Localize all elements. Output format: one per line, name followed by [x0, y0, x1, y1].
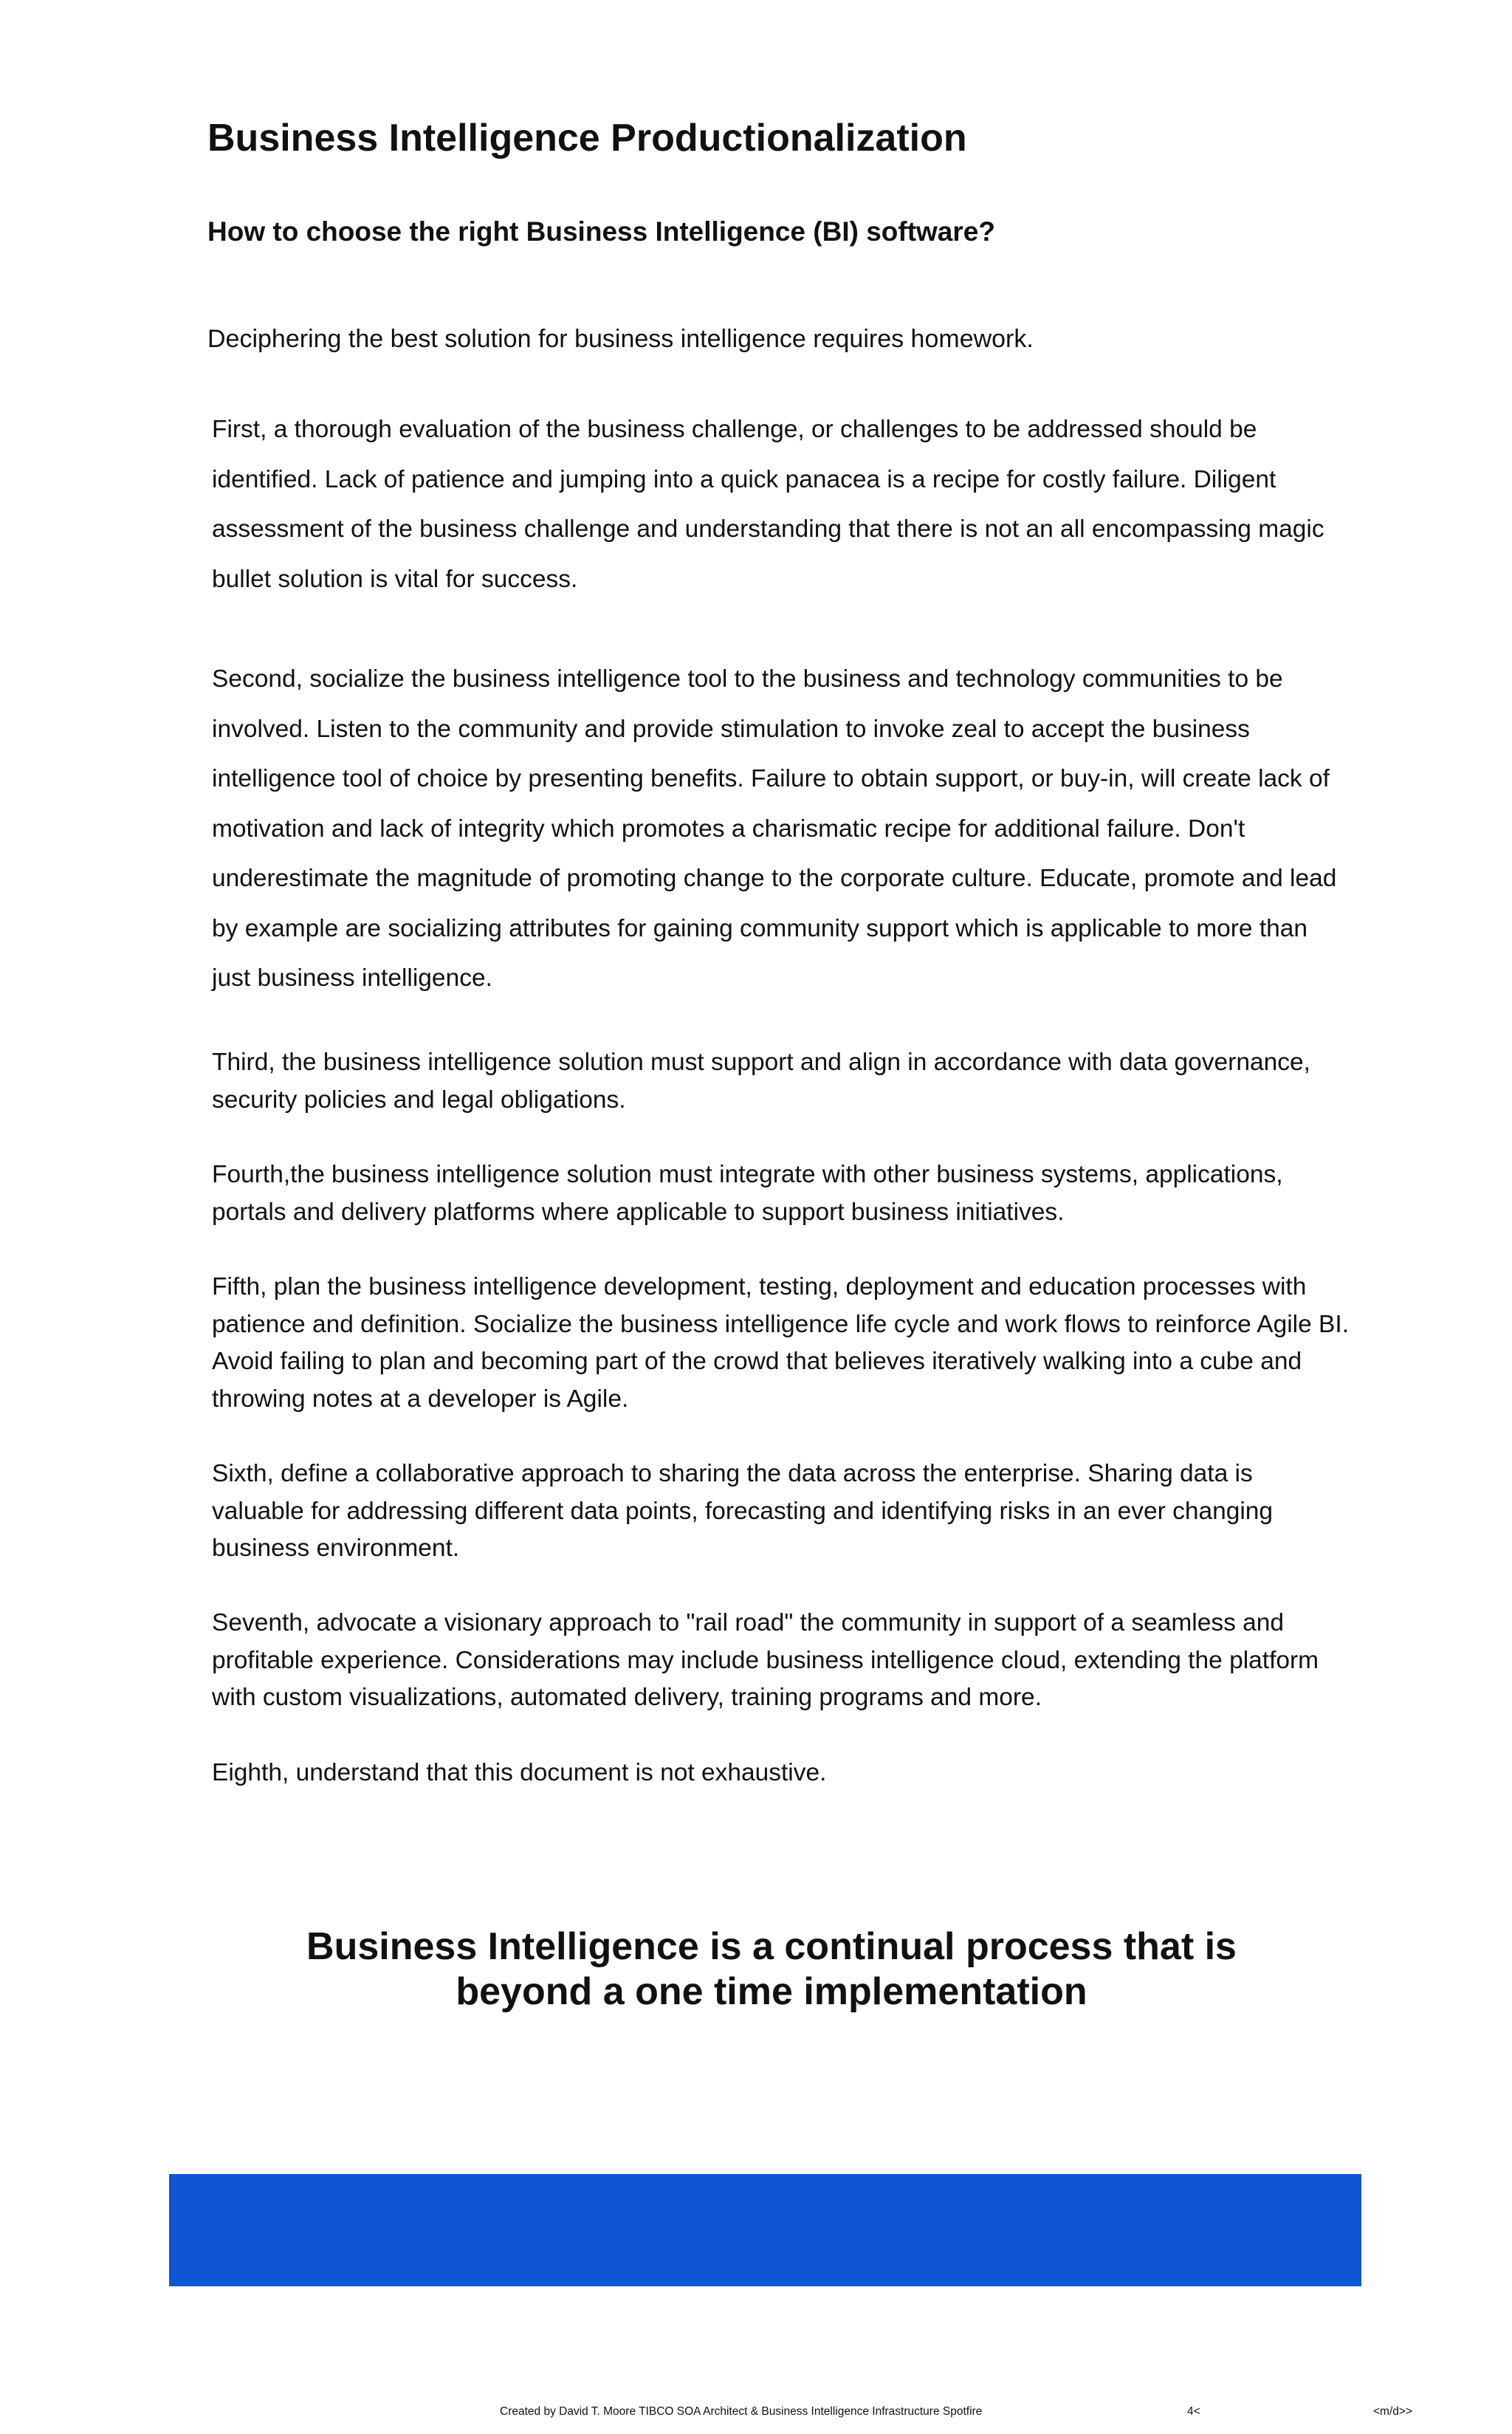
paragraph-second: Second, socialize the business intelligence tool to the business and technology communities to be involved. Listen to the community and provide stimulation to invoke zeal to accept the business intelligence tool of choice by presenting benefits. Failure to obtain support, or buy-in, will create lack of motivation and lack of integrity which promotes a charismatic recipe for additional failure. Don't underestimate the magnitude of promoting change to the corporate culture. Educate, promote and lead by example are socializing attributes for gaining community support which is applicable to more than just business intelligence. — [212, 665, 1337, 992]
footer-mark: <m/d>> — [1373, 2405, 1412, 2418]
blue-banner — [169, 2174, 1361, 2286]
document-subtitle: How to choose the right Business Intelligence (BI) software? — [207, 216, 995, 247]
footer-credit: Created by David T. Moore TIBCO SOA Architect & Business Intelligence Infrastructure Spotfire — [500, 2405, 983, 2418]
intro-paragraph: Deciphering the best solution for business intelligence requires homework. — [207, 325, 1034, 353]
callout-statement: Business Intelligence is a continual process that is beyond a one time implementation — [306, 1925, 1237, 2013]
paragraph-sixth: Sixth, define a collaborative approach to sharing the data across the enterprise. Sharing data is valuable for addressing different data points, forecasting and identifying risks in an ever changing business environment. — [212, 1460, 1274, 1562]
paragraph-seventh: Seventh, advocate a visionary approach to "rail road" the community in support of a seamless and profitable experience. Considerations may include business intelligence cloud, extending the platform with custom visualizations, automated delivery, training programs and more. — [212, 1609, 1319, 1711]
paragraph-fourth: Fourth,the business intelligence solution must integrate with other business systems, applications, portals and delivery platforms where applicable to support business initiatives. — [212, 1161, 1283, 1226]
paragraph-eighth: Eighth, understand that this document is not exhaustive. — [212, 1759, 827, 1786]
paragraph-first: First, a thorough evaluation of the business challenge, or challenges to be addressed should be identified. Lack of patience and jumping into a quick panacea is a recipe for costly failure. Diligent assessment of the business challenge and understanding that there is not an all encompassing magic bullet solution is vital for success. — [212, 416, 1324, 593]
document-title: Business Intelligence Productionalization — [207, 117, 967, 160]
paragraph-fifth: Fifth, plan the business intelligence development, testing, deployment and education processes with patience and definition. Socialize the business intelligence life cycle and work flows to reinforce Agile BI. Avoid failing to plan and becoming part of the crowd that believes iteratively walking into a cube and throwing notes at a developer is Agile. — [212, 1273, 1350, 1413]
footer-page-number: 4< — [1187, 2405, 1200, 2418]
paragraph-third: Third, the business intelligence solution must support and align in accordance with data governance, security policies and legal obligations. — [212, 1049, 1310, 1114]
